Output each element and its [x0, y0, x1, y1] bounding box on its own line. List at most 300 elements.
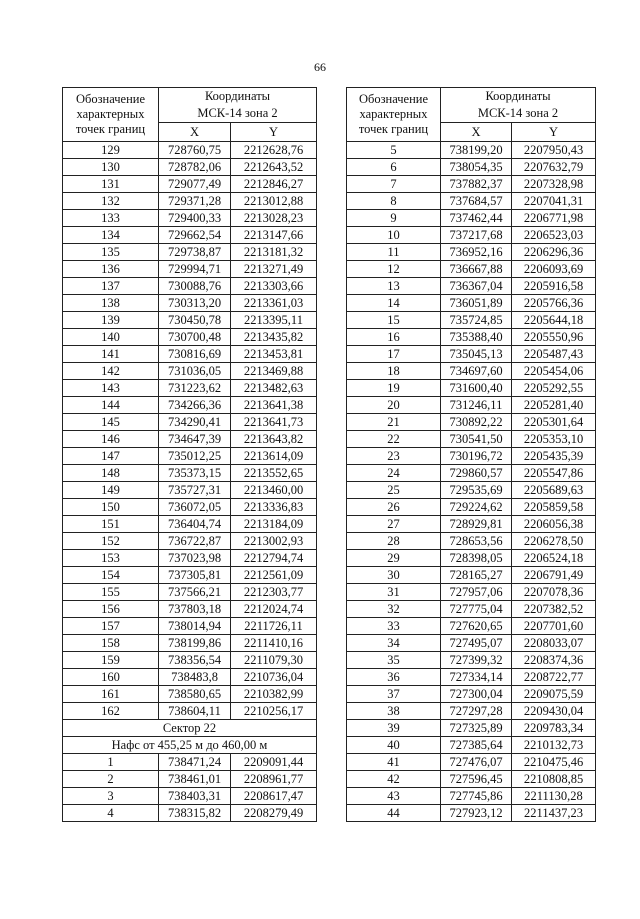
x-coordinate-cell: 735045,13 — [441, 346, 512, 363]
table-row — [347, 635, 596, 652]
y-coordinate-cell: 2213303,66 — [231, 278, 317, 295]
point-id-cell: 149 — [63, 482, 159, 499]
x-coordinate-cell: 729738,87 — [159, 244, 231, 261]
point-id-cell: 142 — [63, 363, 159, 380]
table-body-right — [347, 88, 596, 822]
table-row — [63, 159, 317, 176]
x-coordinate-cell: 731036,05 — [159, 363, 231, 380]
point-id-cell: 144 — [63, 397, 159, 414]
table-row — [347, 737, 596, 754]
y-coordinate-cell: 2213002,93 — [231, 533, 317, 550]
point-id-cell: 29 — [347, 550, 441, 567]
table-row — [63, 295, 317, 312]
table-row — [63, 703, 317, 720]
y-coordinate-cell: 2206791,49 — [512, 567, 596, 584]
table-row — [63, 771, 317, 788]
point-id-cell: 131 — [63, 176, 159, 193]
coordinates-table-right — [346, 87, 596, 822]
table-row — [63, 414, 317, 431]
table-row — [63, 380, 317, 397]
table-row — [347, 754, 596, 771]
point-id-cell: 13 — [347, 278, 441, 295]
x-coordinate-cell: 738461,01 — [159, 771, 231, 788]
table-row — [63, 312, 317, 329]
y-coordinate-cell: 2208617,47 — [231, 788, 317, 805]
x-coordinate-cell: 738471,24 — [159, 754, 231, 771]
y-coordinate-cell: 2213460,00 — [231, 482, 317, 499]
point-id-cell: 161 — [63, 686, 159, 703]
sector-subtitle-row — [63, 737, 317, 754]
y-coordinate-cell: 2205292,55 — [512, 380, 596, 397]
y-coordinate-cell: 2207078,36 — [512, 584, 596, 601]
table-row — [347, 567, 596, 584]
y-coordinate-cell: 2210475,46 — [512, 754, 596, 771]
x-coordinate-cell: 734266,36 — [159, 397, 231, 414]
point-id-cell: 130 — [63, 159, 159, 176]
table-row — [347, 533, 596, 550]
point-id-cell: 1 — [63, 754, 159, 771]
table-row — [347, 550, 596, 567]
y-coordinate-cell: 2212024,74 — [231, 601, 317, 618]
x-coordinate-cell: 738483,8 — [159, 669, 231, 686]
coordinates-header — [441, 88, 596, 123]
point-id-cell: 140 — [63, 329, 159, 346]
x-coordinate-cell: 729860,57 — [441, 465, 512, 482]
table-row — [347, 465, 596, 482]
x-column-header: X — [159, 123, 231, 142]
y-coordinate-cell: 2213641,73 — [231, 414, 317, 431]
point-id-cell: 38 — [347, 703, 441, 720]
table-row — [347, 176, 596, 193]
point-id-cell: 24 — [347, 465, 441, 482]
table-row — [63, 669, 317, 686]
y-coordinate-cell: 2206523,03 — [512, 227, 596, 244]
point-label-header-line: точек границ — [75, 122, 146, 136]
point-id-cell: 150 — [63, 499, 159, 516]
table-row — [63, 601, 317, 618]
table-row — [347, 244, 596, 261]
point-id-cell: 160 — [63, 669, 159, 686]
table-row — [63, 142, 317, 159]
table-row — [63, 227, 317, 244]
y-coordinate-cell: 2211130,28 — [512, 788, 596, 805]
y-coordinate-cell: 2208374,36 — [512, 652, 596, 669]
table-row — [347, 584, 596, 601]
x-coordinate-cell: 735012,25 — [159, 448, 231, 465]
x-coordinate-cell: 730816,69 — [159, 346, 231, 363]
y-coordinate-cell: 2206524,18 — [512, 550, 596, 567]
point-id-cell: 44 — [347, 805, 441, 822]
point-id-cell: 25 — [347, 482, 441, 499]
y-coordinate-cell: 2205550,96 — [512, 329, 596, 346]
point-id-cell: 7 — [347, 176, 441, 193]
point-id-cell: 156 — [63, 601, 159, 618]
x-coordinate-cell: 728653,56 — [441, 533, 512, 550]
y-coordinate-cell: 2212846,27 — [231, 176, 317, 193]
table-row — [347, 363, 596, 380]
x-coordinate-cell: 727476,07 — [441, 754, 512, 771]
x-coordinate-cell: 728782,06 — [159, 159, 231, 176]
point-id-cell: 36 — [347, 669, 441, 686]
y-coordinate-cell: 2213395,11 — [231, 312, 317, 329]
point-id-cell: 41 — [347, 754, 441, 771]
y-coordinate-cell: 2207328,98 — [512, 176, 596, 193]
x-coordinate-cell: 731600,40 — [441, 380, 512, 397]
coordinates-header-line: МСК-14 зона 2 — [197, 106, 278, 120]
table-row — [347, 669, 596, 686]
table-row — [63, 516, 317, 533]
point-id-cell: 147 — [63, 448, 159, 465]
point-id-cell: 152 — [63, 533, 159, 550]
x-coordinate-cell: 727745,86 — [441, 788, 512, 805]
x-coordinate-cell: 730196,72 — [441, 448, 512, 465]
y-column-header: Y — [231, 123, 317, 142]
point-id-cell: 37 — [347, 686, 441, 703]
point-id-cell: 153 — [63, 550, 159, 567]
x-coordinate-cell: 737684,57 — [441, 193, 512, 210]
table-row — [63, 567, 317, 584]
x-coordinate-cell: 731246,11 — [441, 397, 512, 414]
x-coordinate-cell: 727923,12 — [441, 805, 512, 822]
x-coordinate-cell: 727385,64 — [441, 737, 512, 754]
table-row — [63, 533, 317, 550]
x-coordinate-cell: 738199,20 — [441, 142, 512, 159]
table-row — [347, 193, 596, 210]
point-id-cell: 6 — [347, 159, 441, 176]
point-id-cell: 32 — [347, 601, 441, 618]
table-row — [63, 278, 317, 295]
point-id-cell: 40 — [347, 737, 441, 754]
point-id-cell: 8 — [347, 193, 441, 210]
point-id-cell: 35 — [347, 652, 441, 669]
x-coordinate-cell: 738315,82 — [159, 805, 231, 822]
table-row — [347, 312, 596, 329]
point-id-cell: 133 — [63, 210, 159, 227]
x-coordinate-cell: 727495,07 — [441, 635, 512, 652]
y-coordinate-cell: 2208722,77 — [512, 669, 596, 686]
y-coordinate-cell: 2210736,04 — [231, 669, 317, 686]
point-id-cell: 18 — [347, 363, 441, 380]
table-row — [347, 142, 596, 159]
x-coordinate-cell: 729662,54 — [159, 227, 231, 244]
table-row — [347, 329, 596, 346]
x-coordinate-cell: 728760,75 — [159, 142, 231, 159]
table-row — [347, 431, 596, 448]
table-row — [63, 618, 317, 635]
point-id-cell: 16 — [347, 329, 441, 346]
y-coordinate-cell: 2207701,60 — [512, 618, 596, 635]
y-coordinate-cell: 2206296,36 — [512, 244, 596, 261]
coordinates-header — [159, 88, 317, 123]
point-id-cell: 159 — [63, 652, 159, 669]
table-row — [63, 635, 317, 652]
table-row — [347, 686, 596, 703]
y-coordinate-cell: 2210132,73 — [512, 737, 596, 754]
y-coordinate-cell: 2209783,34 — [512, 720, 596, 737]
table-row — [63, 448, 317, 465]
y-coordinate-cell: 2211726,11 — [231, 618, 317, 635]
page-number: 66 — [314, 60, 326, 74]
y-coordinate-cell: 2210256,17 — [231, 703, 317, 720]
table-row — [63, 363, 317, 380]
table-row — [347, 771, 596, 788]
table-row — [63, 397, 317, 414]
table-row — [347, 652, 596, 669]
point-id-cell: 137 — [63, 278, 159, 295]
y-coordinate-cell: 2207041,31 — [512, 193, 596, 210]
x-coordinate-cell: 736404,74 — [159, 516, 231, 533]
table-row — [63, 499, 317, 516]
y-coordinate-cell: 2212628,76 — [231, 142, 317, 159]
sector-title-row — [63, 720, 317, 737]
table-row — [347, 380, 596, 397]
point-id-cell: 143 — [63, 380, 159, 397]
y-coordinate-cell: 2213028,23 — [231, 210, 317, 227]
point-id-cell: 155 — [63, 584, 159, 601]
y-coordinate-cell: 2213012,88 — [231, 193, 317, 210]
point-id-cell: 10 — [347, 227, 441, 244]
point-id-cell: 12 — [347, 261, 441, 278]
table-row — [347, 720, 596, 737]
point-id-cell: 136 — [63, 261, 159, 278]
y-coordinate-cell: 2213643,82 — [231, 431, 317, 448]
table-row — [63, 431, 317, 448]
point-id-cell: 139 — [63, 312, 159, 329]
table-row — [63, 482, 317, 499]
x-coordinate-cell: 737882,37 — [441, 176, 512, 193]
y-coordinate-cell: 2206771,98 — [512, 210, 596, 227]
y-coordinate-cell: 2211437,23 — [512, 805, 596, 822]
x-coordinate-cell: 737803,18 — [159, 601, 231, 618]
x-coordinate-cell: 738403,31 — [159, 788, 231, 805]
point-id-cell: 2 — [63, 771, 159, 788]
table-row — [347, 261, 596, 278]
x-coordinate-cell: 727399,32 — [441, 652, 512, 669]
point-id-cell: 21 — [347, 414, 441, 431]
point-label-header-line: Обозначение — [358, 92, 429, 106]
x-coordinate-cell: 729077,49 — [159, 176, 231, 193]
point-id-cell: 43 — [347, 788, 441, 805]
y-coordinate-cell: 2212561,09 — [231, 567, 317, 584]
y-coordinate-cell: 2205916,58 — [512, 278, 596, 295]
y-coordinate-cell: 2207950,43 — [512, 142, 596, 159]
coordinates-header-line: МСК-14 зона 2 — [477, 106, 559, 120]
coordinates-header-line: Координаты — [204, 89, 271, 103]
x-coordinate-cell: 736722,87 — [159, 533, 231, 550]
y-coordinate-cell: 2205301,64 — [512, 414, 596, 431]
y-coordinate-cell: 2209091,44 — [231, 754, 317, 771]
y-coordinate-cell: 2212794,74 — [231, 550, 317, 567]
y-coordinate-cell: 2211410,16 — [231, 635, 317, 652]
y-coordinate-cell: 2208033,07 — [512, 635, 596, 652]
point-id-cell: 30 — [347, 567, 441, 584]
y-coordinate-cell: 2211079,30 — [231, 652, 317, 669]
x-coordinate-cell: 735724,85 — [441, 312, 512, 329]
x-coordinate-cell: 731223,62 — [159, 380, 231, 397]
point-id-cell: 42 — [347, 771, 441, 788]
y-coordinate-cell: 2210808,85 — [512, 771, 596, 788]
y-coordinate-cell: 2213435,82 — [231, 329, 317, 346]
point-id-cell: 146 — [63, 431, 159, 448]
point-id-cell: 157 — [63, 618, 159, 635]
table-row — [63, 261, 317, 278]
x-coordinate-cell: 727297,28 — [441, 703, 512, 720]
point-id-cell: 5 — [347, 142, 441, 159]
table-row — [63, 329, 317, 346]
y-coordinate-cell: 2213614,09 — [231, 448, 317, 465]
y-coordinate-cell: 2208279,49 — [231, 805, 317, 822]
x-coordinate-cell: 738604,11 — [159, 703, 231, 720]
x-coordinate-cell: 727775,04 — [441, 601, 512, 618]
x-coordinate-cell: 736072,05 — [159, 499, 231, 516]
point-id-cell: 158 — [63, 635, 159, 652]
table-row — [347, 159, 596, 176]
table-row — [63, 193, 317, 210]
table-row — [347, 227, 596, 244]
x-coordinate-cell: 736952,16 — [441, 244, 512, 261]
table-row — [347, 397, 596, 414]
x-coordinate-cell: 727596,45 — [441, 771, 512, 788]
y-coordinate-cell: 2206056,38 — [512, 516, 596, 533]
point-label-header-line: Обозначение — [75, 92, 146, 106]
table-row — [63, 754, 317, 771]
table-row — [347, 278, 596, 295]
y-coordinate-cell: 2213641,38 — [231, 397, 317, 414]
y-coordinate-cell: 2208961,77 — [231, 771, 317, 788]
y-coordinate-cell: 2212303,77 — [231, 584, 317, 601]
y-coordinate-cell: 2205859,58 — [512, 499, 596, 516]
point-id-cell: 134 — [63, 227, 159, 244]
y-coordinate-cell: 2205435,39 — [512, 448, 596, 465]
x-coordinate-cell: 730700,48 — [159, 329, 231, 346]
point-id-cell: 9 — [347, 210, 441, 227]
point-id-cell: 23 — [347, 448, 441, 465]
x-coordinate-cell: 738014,94 — [159, 618, 231, 635]
y-coordinate-cell: 2210382,99 — [231, 686, 317, 703]
x-coordinate-cell: 729994,71 — [159, 261, 231, 278]
y-coordinate-cell: 2205353,10 — [512, 431, 596, 448]
point-id-cell: 138 — [63, 295, 159, 312]
point-label-header-line: точек границ — [358, 122, 429, 136]
table-row — [347, 788, 596, 805]
x-coordinate-cell: 727300,04 — [441, 686, 512, 703]
point-id-cell: 145 — [63, 414, 159, 431]
x-coordinate-cell: 728398,05 — [441, 550, 512, 567]
x-coordinate-cell: 729371,28 — [159, 193, 231, 210]
point-label-header-line: характерных — [359, 107, 428, 121]
y-coordinate-cell: 2213361,03 — [231, 295, 317, 312]
x-coordinate-cell: 727325,89 — [441, 720, 512, 737]
point-id-cell: 27 — [347, 516, 441, 533]
point-id-cell: 15 — [347, 312, 441, 329]
x-coordinate-cell: 728929,81 — [441, 516, 512, 533]
table-row — [63, 176, 317, 193]
x-coordinate-cell: 736051,89 — [441, 295, 512, 312]
x-coordinate-cell: 727334,14 — [441, 669, 512, 686]
y-coordinate-cell: 2213552,65 — [231, 465, 317, 482]
point-id-cell: 17 — [347, 346, 441, 363]
point-id-cell: 22 — [347, 431, 441, 448]
x-coordinate-cell: 730892,22 — [441, 414, 512, 431]
point-id-cell: 148 — [63, 465, 159, 482]
y-coordinate-cell: 2205454,06 — [512, 363, 596, 380]
x-coordinate-cell: 737566,21 — [159, 584, 231, 601]
point-id-cell: 19 — [347, 380, 441, 397]
point-id-cell: 162 — [63, 703, 159, 720]
point-id-cell: 141 — [63, 346, 159, 363]
y-coordinate-cell: 2213147,66 — [231, 227, 317, 244]
x-coordinate-cell: 730450,78 — [159, 312, 231, 329]
x-coordinate-cell: 734290,41 — [159, 414, 231, 431]
x-coordinate-cell: 738199,86 — [159, 635, 231, 652]
x-coordinate-cell: 735727,31 — [159, 482, 231, 499]
point-label-header — [63, 88, 159, 142]
table-row — [63, 652, 317, 669]
x-coordinate-cell: 735388,40 — [441, 329, 512, 346]
x-column-header: X — [441, 123, 512, 142]
point-id-cell: 135 — [63, 244, 159, 261]
table-row — [63, 686, 317, 703]
y-coordinate-cell: 2205487,43 — [512, 346, 596, 363]
point-id-cell: 31 — [347, 584, 441, 601]
y-coordinate-cell: 2205547,86 — [512, 465, 596, 482]
y-coordinate-cell: 2206278,50 — [512, 533, 596, 550]
y-coordinate-cell: 2209430,04 — [512, 703, 596, 720]
table-row — [347, 601, 596, 618]
x-coordinate-cell: 734647,39 — [159, 431, 231, 448]
table-row — [347, 210, 596, 227]
point-id-cell: 3 — [63, 788, 159, 805]
y-coordinate-cell: 2213469,88 — [231, 363, 317, 380]
y-coordinate-cell: 2209075,59 — [512, 686, 596, 703]
table-row — [347, 618, 596, 635]
point-id-cell: 11 — [347, 244, 441, 261]
table-row — [63, 550, 317, 567]
x-coordinate-cell: 735373,15 — [159, 465, 231, 482]
y-column-header: Y — [512, 123, 596, 142]
x-coordinate-cell: 737217,68 — [441, 227, 512, 244]
table-row — [347, 703, 596, 720]
point-id-cell: 34 — [347, 635, 441, 652]
point-id-cell: 154 — [63, 567, 159, 584]
table-row — [347, 346, 596, 363]
x-coordinate-cell: 738580,65 — [159, 686, 231, 703]
point-id-cell: 151 — [63, 516, 159, 533]
y-coordinate-cell: 2207632,79 — [512, 159, 596, 176]
point-id-cell: 4 — [63, 805, 159, 822]
x-coordinate-cell: 737023,98 — [159, 550, 231, 567]
table-row — [347, 448, 596, 465]
point-id-cell: 20 — [347, 397, 441, 414]
table-row — [63, 244, 317, 261]
table-row — [63, 788, 317, 805]
y-coordinate-cell: 2213184,09 — [231, 516, 317, 533]
coordinates-table-left — [62, 87, 317, 822]
table-row — [347, 414, 596, 431]
y-coordinate-cell: 2213181,32 — [231, 244, 317, 261]
y-coordinate-cell: 2213336,83 — [231, 499, 317, 516]
x-coordinate-cell: 738356,54 — [159, 652, 231, 669]
x-coordinate-cell: 730313,20 — [159, 295, 231, 312]
x-coordinate-cell: 738054,35 — [441, 159, 512, 176]
x-coordinate-cell: 730088,76 — [159, 278, 231, 295]
x-coordinate-cell: 728165,27 — [441, 567, 512, 584]
x-coordinate-cell: 727620,65 — [441, 618, 512, 635]
y-coordinate-cell: 2213453,81 — [231, 346, 317, 363]
table-row — [347, 499, 596, 516]
table-row — [347, 805, 596, 822]
y-coordinate-cell: 2205644,18 — [512, 312, 596, 329]
